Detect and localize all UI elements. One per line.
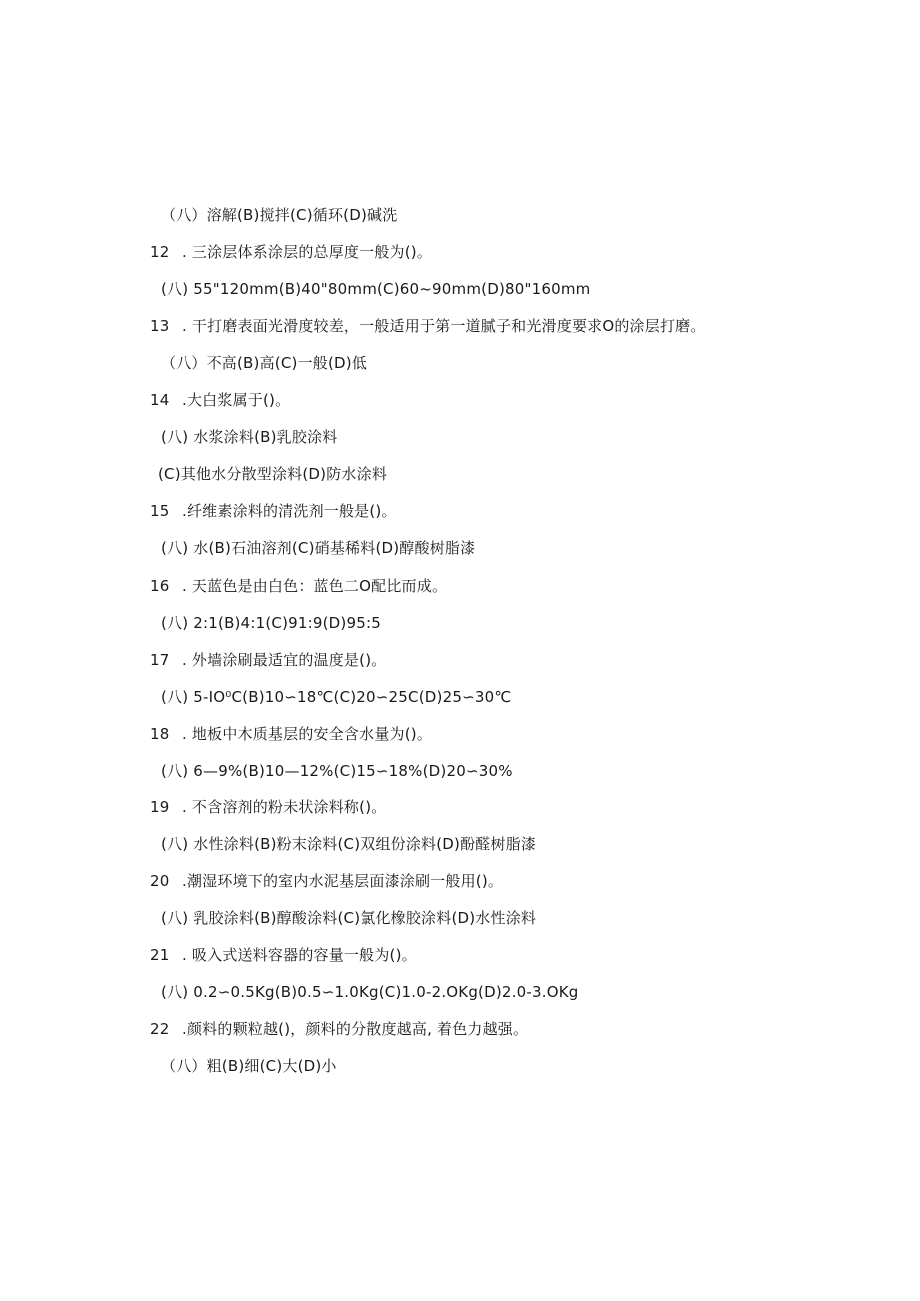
options-text: (八) 水性涂料(B)粉末涂料(C)双组份涂料(D)酚醛树脂漆	[161, 835, 537, 853]
options-text: (八) 水(B)石油溶剂(C)硝基稀料(D)醇酸树脂漆	[161, 539, 476, 557]
question-number: 17	[150, 651, 170, 669]
answer-options-12	[161, 279, 590, 299]
answer-options-14a	[161, 427, 337, 447]
question-text: . 三涂层体系涂层的总厚度一般为()。	[182, 243, 433, 261]
options-text: （八）不高(B)高(C)一般(D)低	[161, 354, 368, 372]
answer-options-18	[161, 761, 513, 781]
options-text: （八）溶解(B)搅拌(C)循环(D)碱洗	[161, 206, 398, 224]
options-text: (八) 6—9%(B)10—12%(C)15∽18%(D)20∽30%	[161, 762, 513, 780]
question-text: .纤维素涂料的清洗剂一般是()。	[182, 502, 397, 520]
options-text: (八) 2:1(B)4:1(C)91:9(D)95:5	[161, 614, 381, 632]
answer-options-21	[161, 982, 578, 1002]
question-17	[150, 650, 386, 670]
question-number: 22	[150, 1020, 170, 1038]
options-text: (八) 乳胶涂料(B)醇酸涂料(C)氯化橡胶涂料(D)水性涂料	[161, 909, 537, 927]
question-16	[150, 576, 447, 596]
question-text: . 天蓝色是由白色：蓝色二O配比而成。	[182, 577, 448, 595]
question-number: 21	[150, 946, 170, 964]
answer-options-17	[161, 687, 511, 707]
question-number: 20	[150, 872, 170, 890]
question-text: .潮湿环境下的室内水泥基层面漆涂刷一般用()。	[182, 872, 504, 890]
options-text: （八）粗(B)细(C)大(D)小	[161, 1057, 337, 1075]
answer-options-16	[161, 613, 381, 633]
question-number: 19	[150, 798, 170, 816]
question-14	[150, 390, 290, 410]
answer-options-20	[161, 908, 536, 928]
question-12	[150, 242, 432, 262]
question-number: 13	[150, 317, 170, 335]
question-text: . 外墙涂刷最适宜的温度是()。	[182, 651, 387, 669]
question-number: 15	[150, 502, 170, 520]
question-number: 18	[150, 725, 170, 743]
question-15	[150, 501, 397, 521]
question-text: . 不含溶剂的粉未状涂料称()。	[182, 798, 387, 816]
question-18	[150, 724, 432, 744]
question-text: .大白浆属于()。	[182, 391, 291, 409]
question-number: 12	[150, 243, 170, 261]
options-text: (八) 0.2∽0.5Kg(B)0.5∽1.0Kg(C)1.0-2.OKg(D)2.0-3.OKg	[161, 983, 579, 1001]
question-text: . 吸入式送料容器的容量一般为()。	[182, 946, 417, 964]
options-text: (C)其他水分散型涂料(D)防水涂料	[158, 465, 388, 483]
question-20	[150, 871, 503, 891]
question-22	[150, 1019, 528, 1039]
options-text: (八) 水浆涂料(B)乳胶涂料	[161, 428, 338, 446]
question-number: 16	[150, 577, 170, 595]
answer-options-13	[161, 353, 367, 373]
answer-options-11	[161, 205, 397, 225]
options-text: (八) 55"120mm(B)40"80mm(C)60~90mm(D)80"160mm	[161, 280, 591, 298]
answer-options-22	[161, 1056, 337, 1076]
question-13	[150, 316, 706, 336]
question-text: . 干打磨表面光滑度较差，一般适用于第一道腻子和光滑度要求O的涂层打磨。	[182, 317, 706, 335]
question-text: . 地板中木质基层的安全含水量为()。	[182, 725, 433, 743]
answer-options-14b	[158, 464, 387, 484]
question-number: 14	[150, 391, 170, 409]
question-21	[150, 945, 417, 965]
question-text: .颜料的颗粒越()，颜料的分散度越高, 着色力越强。	[182, 1020, 529, 1038]
options-text: (八) 5-IO⁰C(B)10∽18℃(C)20∽25C(D)25∽30℃	[161, 688, 512, 706]
question-19	[150, 797, 386, 817]
answer-options-15	[161, 538, 475, 558]
answer-options-19	[161, 834, 536, 854]
